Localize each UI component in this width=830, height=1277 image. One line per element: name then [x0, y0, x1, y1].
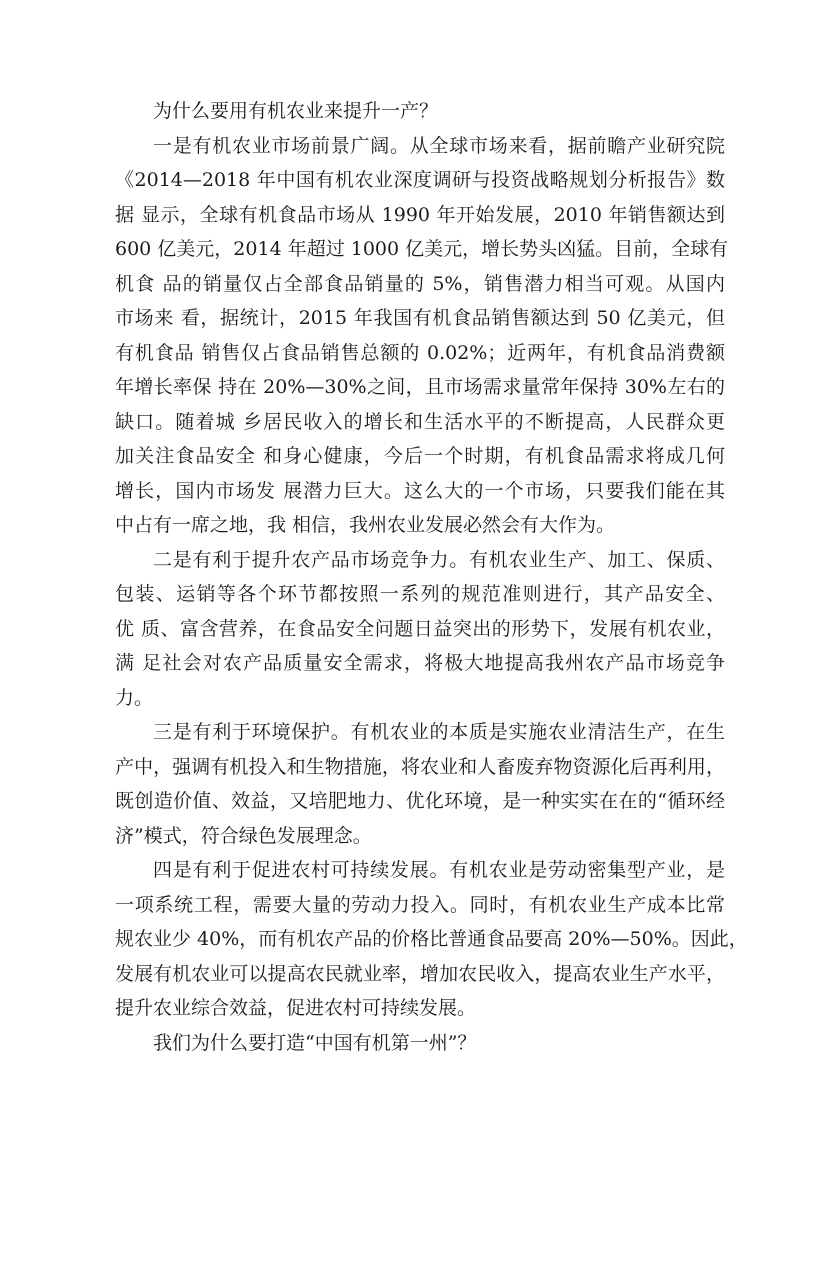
text-line: 我们为什么要打造“中国有机第一州”？	[153, 1031, 477, 1054]
text-line: 三是有利于环境保护。有机农业的本质是实施农业清洁生产，在生	[153, 721, 725, 743]
text-line: 《2014—2018 年中国有机农业深度调研与投资战略规划分析报告》数	[115, 169, 725, 191]
text-line: 增长，国内市场发 展潜力巨大。这么大的一个市场，只要我们能在其	[115, 479, 725, 502]
text-line: 优 质、富含营养，在食品安全问题日益突出的形势下，发展有机农业，	[115, 617, 725, 640]
text-line: 600 亿美元，2014 年超过 1000 亿美元，增长势头凶猛。目前，全球有	[115, 238, 729, 260]
text-line: 提升农业综合效益，促进农村可持续发展。	[115, 997, 477, 1019]
text-line: 有机食品 销售仅占食品销售总额的 0.02%；近两年，有机食品消费额	[115, 341, 725, 364]
text-line: 四是有利于促进农村可持续发展。有机农业是劳动密集型产业，是	[153, 859, 725, 881]
text-line: 市场来 看，据统计，2015 年我国有机食品销售额达到 50 亿美元，但	[115, 307, 725, 329]
text-line: 发展有机农业可以提高农民就业率，增加农民收入，提高农业生产水平，	[115, 962, 725, 985]
text-line: 二是有利于提升农产品市场竞争力。有机农业生产、加工、保质、	[153, 548, 725, 571]
text-line: 包装、运销等各个环节都按照一系列的规范准则进行，其产品安全、	[115, 583, 725, 605]
text-line: 规农业少 40%，而有机农产品的价格比普通食品要高 20%—50%。因此，	[115, 928, 748, 950]
text-line: 一是有机农业市场前景广阔。从全球市场来看，据前瞻产业研究院	[153, 134, 725, 157]
document-body	[115, 94, 748, 1060]
text-line: 产中，强调有机投入和生物措施，将农业和人畜废弃物资源化后再利用，	[115, 755, 725, 778]
text-line: 一项系统工程，需要大量的劳动力投入。同时，有机农业生产成本比常	[115, 893, 725, 916]
text-line: 济”模式，符合绿色发展理念。	[115, 824, 372, 847]
text-line: 缺口。随着城 乡居民收入的增长和生活水平的不断提高，人民群众更	[115, 410, 725, 433]
text-line: 满 足社会对农产品质量安全需求，将极大地提高我州农产品市场竞争	[115, 652, 725, 674]
text-line: 中占有一席之地，我 相信，我州农业发展必然会有大作为。	[115, 514, 616, 536]
text-line: 据 显示，全球有机食品市场从 1990 年开始发展，2010 年销售额达到	[115, 203, 725, 226]
text-line: 加关注食品安全 和身心健康，今后一个时期，有机食品需求将成几何	[115, 445, 725, 467]
text-line: 机食 品的销量仅占全部食品销量的 5%，销售潜力相当可观。从国内	[115, 272, 725, 295]
text-line: 既创造价值、效益，又培肥地力、优化环境，是一种实实在在的“循环经	[115, 790, 725, 812]
text-line: 为什么要用有机农业来提升一产？	[153, 100, 439, 122]
text-line: 年增长率保 持在 20%—30%之间，且市场需求量常年保持 30%左右的	[115, 376, 725, 398]
text-line: 力。	[115, 686, 154, 709]
